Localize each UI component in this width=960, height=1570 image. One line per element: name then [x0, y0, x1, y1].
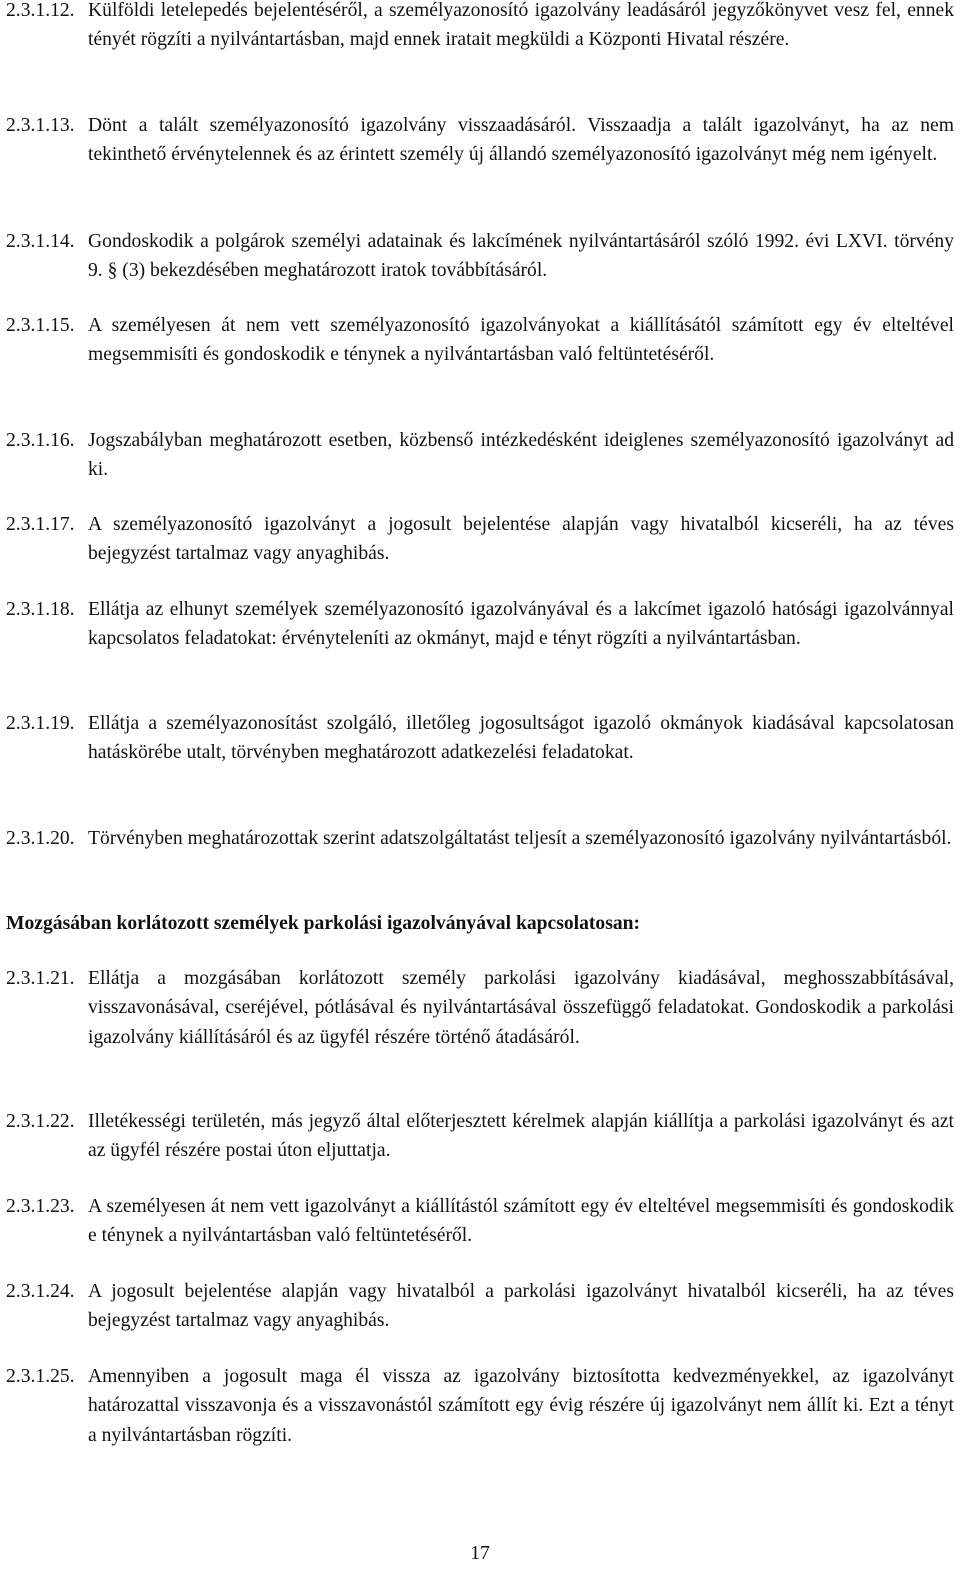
- item-text-content: Ellátja a személyazonosítást szolgáló, illetőleg jogosultságot igazoló okmányok kiadásával kapcsolatosan hatáskörébe utalt, törvényben meghatározott adatkezelési feladatokat.: [88, 713, 954, 764]
- list-item: [6, 1362, 954, 1450]
- item-number: 2.3.1.23.: [6, 1196, 75, 1217]
- item-number: 2.3.1.18.: [6, 599, 75, 620]
- item-text-content: Dönt a talált személyazonosító igazolvány visszaadásáról. Visszaadja a talált igazolványt, ha az nem tekinthető érvénytelennek és az érintett személy új állandó személyazonosító igazolványt még nem igényelt.: [88, 115, 954, 166]
- item-number: 2.3.1.16.: [6, 430, 75, 451]
- list-item: [6, 510, 954, 569]
- item-text: [6, 1277, 954, 1336]
- item-text-content: Jogszabályban meghatározott esetben, közbenső intézkedésként ideiglenes személyazonosító igazolványt ad ki.: [88, 430, 954, 481]
- item-number: 2.3.1.21.: [6, 968, 75, 989]
- item-number: 2.3.1.12.: [6, 0, 75, 21]
- item-text-content: Ellátja a mozgásában korlátozott személy parkolási igazolvány kiadásával, meghosszabbításával, visszavonásával, cseréjével, pótlásával és nyilvántartásával összefüggő feladatokat. Gondoskodik a parkolási igazolvány kiállításáról és az ügyfél részére történő átadásáról.: [88, 968, 954, 1048]
- list-item: [6, 311, 954, 370]
- item-text-content: A személyesen át nem vett igazolványt a kiállítástól számított egy év elteltével megsemmisíti és gondoskodik e ténynek a nyilvántartásban való feltüntetéséről.: [88, 1196, 954, 1247]
- item-number: 2.3.1.14.: [6, 231, 75, 252]
- list-item: [6, 824, 954, 853]
- item-text-content: Illetékességi területén, más jegyző által előterjesztett kérelmek alapján kiállítja a parkolási igazolványt és azt az ügyfél részére postai úton eljuttatja.: [88, 1111, 954, 1162]
- page-number: 17: [470, 1543, 490, 1564]
- item-number: 2.3.1.22.: [6, 1111, 75, 1132]
- item-text-content: Amennyiben a jogosult maga él vissza az igazolvány biztosította kedvezményekkel, az igazolványt határozattal visszavonja és a visszavonástól számított egy évig részére új igazolványt nem állít ki. Ezt a tényt a nyilvántartásban rögzíti.: [88, 1366, 954, 1446]
- list-item: [6, 1107, 954, 1166]
- item-text: [6, 1107, 954, 1166]
- list-item: [6, 426, 954, 485]
- item-number: 2.3.1.24.: [6, 1281, 75, 1302]
- item-text: [6, 426, 954, 485]
- item-number: 2.3.1.13.: [6, 115, 75, 136]
- item-text-content: Törvényben meghatározottak szerint adatszolgáltatást teljesít a személyazonosító igazolvány nyilvántartásból.: [88, 828, 952, 849]
- item-text-content: Külföldi letelepedés bejelentéséről, a személyazonosító igazolvány leadásáról jegyzőkönyvet vesz fel, ennek tényét rögzíti a nyilvántartásban, majd ennek iratait megküldi a Központi Hivatal részére.: [88, 0, 954, 51]
- item-text: [6, 1192, 954, 1251]
- section-heading: Mozgásában korlátozott személyek parkolási igazolványával kapcsolatosan:: [6, 913, 641, 934]
- item-text: [6, 311, 954, 370]
- item-text: [6, 0, 954, 55]
- item-text-content: A személyesen át nem vett személyazonosító igazolványokat a kiállításától számított egy év elteltével megsemmisíti és gondoskodik e ténynek a nyilvántartásban való feltüntetéséről.: [88, 315, 954, 366]
- list-item: [6, 111, 954, 170]
- item-text-content: A jogosult bejelentése alapján vagy hivatalból a parkolási igazolványt hivatalból kicseréli, ha az téves bejegyzést tartalmaz vagy anyaghibás.: [88, 1281, 954, 1332]
- list-item: [6, 964, 954, 1052]
- item-text: [6, 964, 954, 1052]
- item-text: [6, 709, 954, 768]
- list-item: [6, 709, 954, 768]
- list-item: [6, 227, 954, 286]
- list-item: [6, 0, 954, 55]
- list-item: [6, 1192, 954, 1251]
- list-item: [6, 595, 954, 654]
- item-text-content: A személyazonosító igazolványt a jogosult bejelentése alapján vagy hivatalból kicseréli, ha az téves bejegyzést tartalmaz vagy anyaghibás.: [88, 514, 954, 565]
- item-number: 2.3.1.20.: [6, 828, 75, 849]
- item-text-content: Ellátja az elhunyt személyek személyazonosító igazolványával és a lakcímet igazoló hatósági igazolvánnyal kapcsolatos feladatokat: érvényteleníti az okmányt, majd e tényt rögzíti a nyilvántartásban.: [88, 599, 954, 650]
- list-item: [6, 1277, 954, 1336]
- item-text: [6, 1362, 954, 1450]
- item-text: [6, 510, 954, 569]
- item-text: [6, 824, 954, 853]
- item-text: [6, 227, 954, 286]
- item-number: 2.3.1.25.: [6, 1366, 75, 1387]
- item-text-content: Gondoskodik a polgárok személyi adatainak és lakcímének nyilvántartásáról szóló 1992. évi LXVI. törvény 9. § (3) bekezdésében meghatározott iratok továbbításáról.: [88, 231, 954, 282]
- item-number: 2.3.1.19.: [6, 713, 75, 734]
- item-text: [6, 595, 954, 654]
- item-number: 2.3.1.17.: [6, 514, 75, 535]
- item-text: [6, 111, 954, 170]
- item-number: 2.3.1.15.: [6, 315, 75, 336]
